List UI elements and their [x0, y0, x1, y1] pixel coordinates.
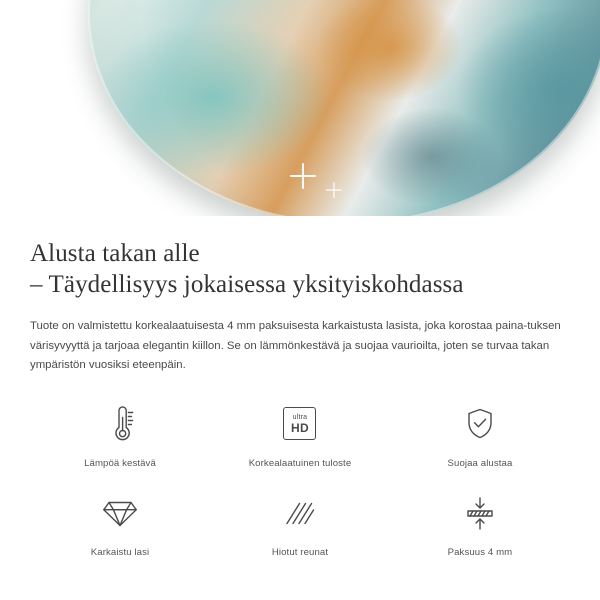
- page-title-line-1: Alusta takan alle: [30, 240, 200, 267]
- body-paragraph: Tuote on valmistettu korkealaatuisesta 4 mm paksuisesta karkaistusta lasista, joka korostaa paina-tuksen värisyvyyttä ja tarjoaa elegantin kiillon. Se on lämmönkestävä ja suojaa vaurioilta, joten se turvaa takan ympäristön vuosiksi eteenpäin.: [30, 320, 561, 371]
- feature-label: Korkealaatuinen tuloste: [248, 457, 352, 469]
- ultra-hd-badge-top: ultra: [292, 413, 308, 421]
- page-title: [30, 238, 570, 300]
- hero-image: [0, 0, 600, 216]
- feature-label: Suojaa alustaa: [447, 457, 513, 469]
- feature-tempered-glass: [30, 491, 210, 558]
- feature-label: Lämpöä kestävä: [84, 457, 156, 469]
- feature-high-quality-print: [210, 402, 390, 469]
- marble-round-glass-image: [88, 0, 600, 216]
- feature-label: Hiotut reunat: [271, 546, 329, 558]
- feature-heat-resistant: [30, 402, 210, 469]
- ultra-hd-icon: [214, 402, 386, 446]
- thickness-icon: [394, 491, 566, 535]
- feature-grid: [30, 402, 570, 580]
- thermometer-icon: [34, 402, 206, 446]
- feature-label: Paksuus 4 mm: [447, 546, 513, 558]
- content-area: [0, 238, 600, 580]
- feature-surface-protection: [390, 402, 570, 469]
- polished-edges-icon: [214, 491, 386, 535]
- shield-check-icon: [394, 402, 566, 446]
- feature-thickness: [390, 491, 570, 558]
- diamond-icon: [34, 491, 206, 535]
- page-title-line-2: – Täydellisyys jokaisessa yksityiskohdassa: [30, 271, 464, 298]
- ultra-hd-badge-bottom: HD: [291, 420, 309, 435]
- feature-polished-edges: [210, 491, 390, 558]
- feature-label: Karkaistu lasi: [90, 546, 150, 558]
